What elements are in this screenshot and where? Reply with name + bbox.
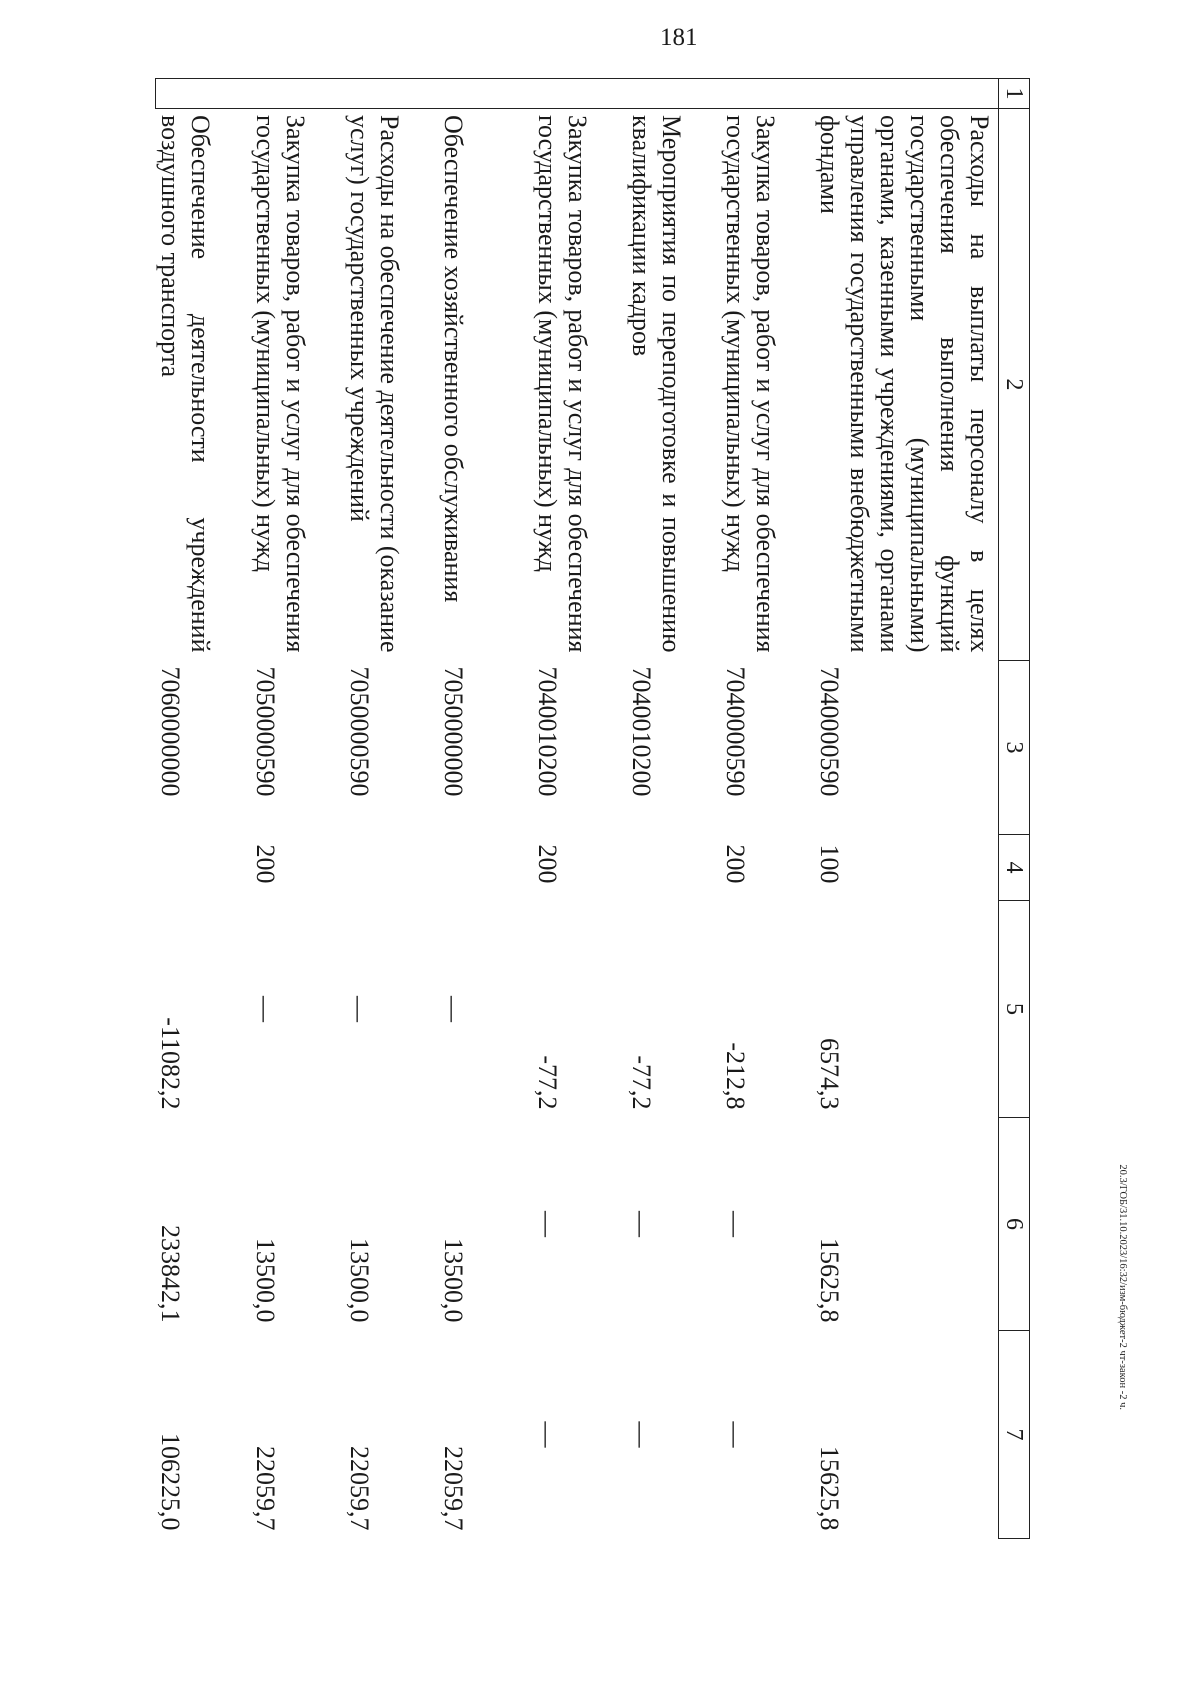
- row-col6-value: 15625,8: [815, 1238, 844, 1323]
- row-code: 7040010200: [627, 666, 656, 797]
- header-col-7: 7: [999, 1331, 1030, 1539]
- row-expense-type: 100: [815, 844, 844, 884]
- row-number-cell: [156, 79, 251, 109]
- table-row: [156, 79, 251, 1539]
- row-col5-value: —: [251, 996, 280, 1022]
- row-expense-type: 200: [251, 844, 280, 884]
- header-col-3: 3: [999, 661, 1030, 835]
- row-col7-value: 22059,7: [345, 1446, 374, 1531]
- row-col7-value: —: [533, 1421, 562, 1448]
- row-code: 7060000000: [156, 666, 186, 797]
- row-name: Закупка товаров, работ и услуг для обеспечения государственных (муниципальных) нужд: [251, 115, 310, 653]
- table-row: [438, 79, 532, 1539]
- row-name: Мероприятия по переподготовке и повышению квалификации кадров: [627, 115, 686, 653]
- row-expense-type: [156, 835, 251, 901]
- row-name: Расходы на обеспечение деятельности (оказание услуг) государственных учреждений: [345, 115, 404, 653]
- row-col6-value: —: [721, 1211, 750, 1237]
- row-col7-value: 15625,8: [815, 1446, 844, 1531]
- row-name: Закупка товаров, работ и услуг для обеспечения государственных (муниципальных) нужд: [721, 115, 780, 653]
- row-expense-type: 200: [533, 844, 562, 884]
- table-row: [626, 79, 720, 1539]
- row-number-cell: [532, 79, 626, 109]
- row-code: 7040000590: [815, 666, 844, 797]
- budget-table: [155, 78, 1030, 1539]
- table-row: [344, 79, 438, 1539]
- row-number-cell: [626, 79, 720, 109]
- row-col7-value: 22059,7: [439, 1446, 468, 1531]
- row-col5-value: 6574,3: [815, 1038, 844, 1110]
- row-number-cell: [720, 79, 814, 109]
- row-expense-type: [438, 835, 532, 901]
- document-footer-code: 20.3/ГОБ/31.10.2023/16:32/изм-бюджет-2 чт-закон -2 ч.: [1117, 1164, 1128, 1410]
- row-col5-value: -77,2: [627, 1055, 656, 1110]
- row-number-cell: [344, 79, 438, 109]
- row-col6-value: —: [533, 1211, 562, 1237]
- table-header-row: [999, 79, 1030, 1539]
- table-row: [532, 79, 626, 1539]
- row-col5-value: —: [345, 996, 374, 1022]
- header-col-1: 1: [999, 79, 1030, 109]
- row-code: 7040010200: [533, 666, 562, 797]
- row-number-cell: [250, 79, 344, 109]
- row-col5-value: -11082,2: [156, 1017, 186, 1110]
- row-col5-value: -212,8: [721, 1042, 750, 1110]
- table-row: [814, 79, 999, 1539]
- row-number-cell: [438, 79, 532, 109]
- table-row: [250, 79, 344, 1539]
- row-expense-type: [344, 835, 438, 901]
- row-col7-value: —: [627, 1421, 656, 1448]
- row-code: 7050000000: [439, 666, 468, 797]
- row-name: Обеспечение хозяйственного обслуживания: [439, 115, 468, 603]
- row-col7-value: 22059,7: [251, 1446, 280, 1531]
- rotated-table-container: [156, 78, 1030, 1538]
- row-col6-value: —: [627, 1211, 656, 1237]
- header-col-4: 4: [999, 835, 1030, 901]
- row-name: Закупка товаров, работ и услуг для обеспечения государственных (муниципальных) нужд: [533, 115, 592, 653]
- row-code: 7050000590: [251, 666, 280, 797]
- row-expense-type: [626, 835, 720, 901]
- row-col5-value: -77,2: [533, 1055, 562, 1110]
- row-code: 7040000590: [721, 666, 750, 797]
- row-col6-value: 13500,0: [439, 1238, 468, 1323]
- row-col5-value: —: [439, 996, 468, 1022]
- header-col-6: 6: [999, 1118, 1030, 1331]
- row-col6-value: 233842,1: [156, 1225, 186, 1323]
- row-expense-type: 200: [721, 844, 750, 884]
- row-name: Обеспечение деятельности учреждений воздушного транспорта: [156, 115, 216, 653]
- row-col6-value: 13500,0: [251, 1238, 280, 1323]
- header-col-5: 5: [999, 901, 1030, 1118]
- row-name: Расходы на выплаты персоналу в целях обеспечения выполнения функций государственными (муниципальными) органами, казенными учреждениями, органами управления государственными внебюджетными фондами: [815, 115, 994, 653]
- page-number: 181: [660, 24, 698, 51]
- row-number-cell: [814, 79, 999, 109]
- row-col6-value: 13500,0: [345, 1238, 374, 1323]
- table-row: [720, 79, 814, 1539]
- header-col-2: 2: [999, 109, 1030, 661]
- row-code: 7050000590: [345, 666, 374, 797]
- row-col7-value: —: [721, 1421, 750, 1448]
- row-col7-value: 106225,0: [156, 1433, 186, 1531]
